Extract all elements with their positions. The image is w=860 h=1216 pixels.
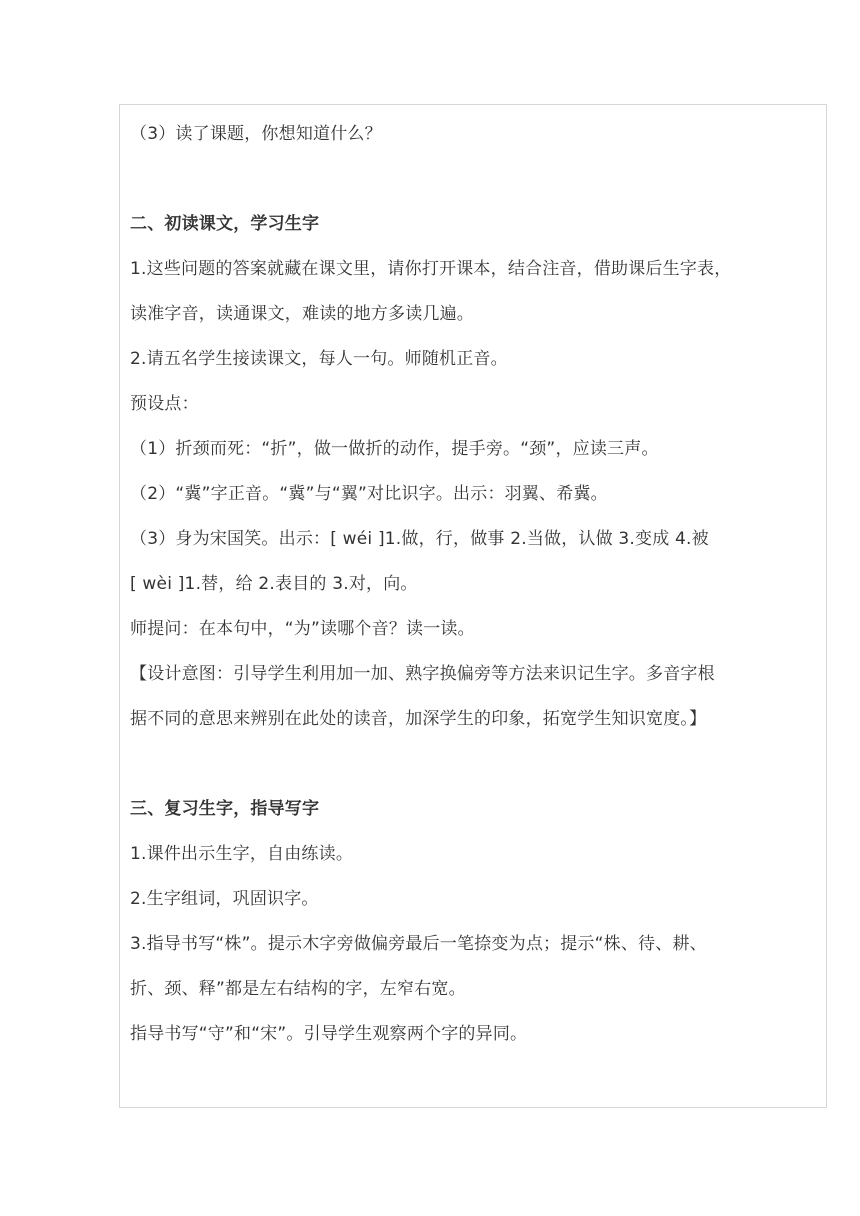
section-2-item-1-line-2: 读准字音，读通课文，难读的地方多读几遍。 <box>130 304 474 324</box>
teacher-question: 师提问：在本句中，“为”读哪个音？读一读。 <box>130 619 475 639</box>
section-3-item-3-line-2: 折、颈、释”都是左右结构的字，左窄右宽。 <box>130 979 466 999</box>
preset-point-3-line-1: （3）身为宋国笑。出示：[ wéi ]1.做，行，做事 2.当做，认做 3.变成 4.被 <box>130 529 709 549</box>
design-intent-line-1: 【设计意图：引导学生利用加一加、熟字换偏旁等方法来识记生字。多音字根 <box>130 664 715 684</box>
section-3-item-1: 1.课件出示生字，自由练读。 <box>130 844 354 864</box>
preset-points-label: 预设点： <box>130 394 199 414</box>
question-3: （3）读了课题，你想知道什么？ <box>130 124 382 144</box>
preset-point-1: （1）折颈而死：“折”，做一做折的动作，提手旁。“颈”，应读三声。 <box>130 439 659 459</box>
section-2-heading: 二、初读课文，学习生字 <box>130 214 320 234</box>
preset-point-2: （2）“冀”字正音。“冀”与“翼”对比识字。出示：羽翼、希冀。 <box>130 484 608 504</box>
section-2-item-1-line-1: 1.这些问题的答案就藏在课文里，请你打开课本，结合注音，借助课后生字表， <box>130 259 732 279</box>
section-2-item-2: 2.请五名学生接读课文，每人一句。师随机正音。 <box>130 349 508 369</box>
content-frame <box>119 104 827 1108</box>
section-3-item-2: 2.生字组词，巩固识字。 <box>130 889 319 909</box>
section-3-item-4: 指导书写“守”和“宋”。引导学生观察两个字的异同。 <box>130 1024 528 1044</box>
section-3-item-3-line-1: 3.指导书写“株”。提示木字旁做偏旁最后一笔捺变为点；提示“株、待、耕、 <box>130 934 707 954</box>
design-intent-line-2: 据不同的意思来辨别在此处的读音，加深学生的印象，拓宽学生知识宽度。】 <box>130 709 707 729</box>
section-3-heading: 三、复习生字，指导写字 <box>130 799 320 819</box>
preset-point-3-line-2: [ wèi ]1.替，给 2.表目的 3.对，向。 <box>130 574 418 594</box>
